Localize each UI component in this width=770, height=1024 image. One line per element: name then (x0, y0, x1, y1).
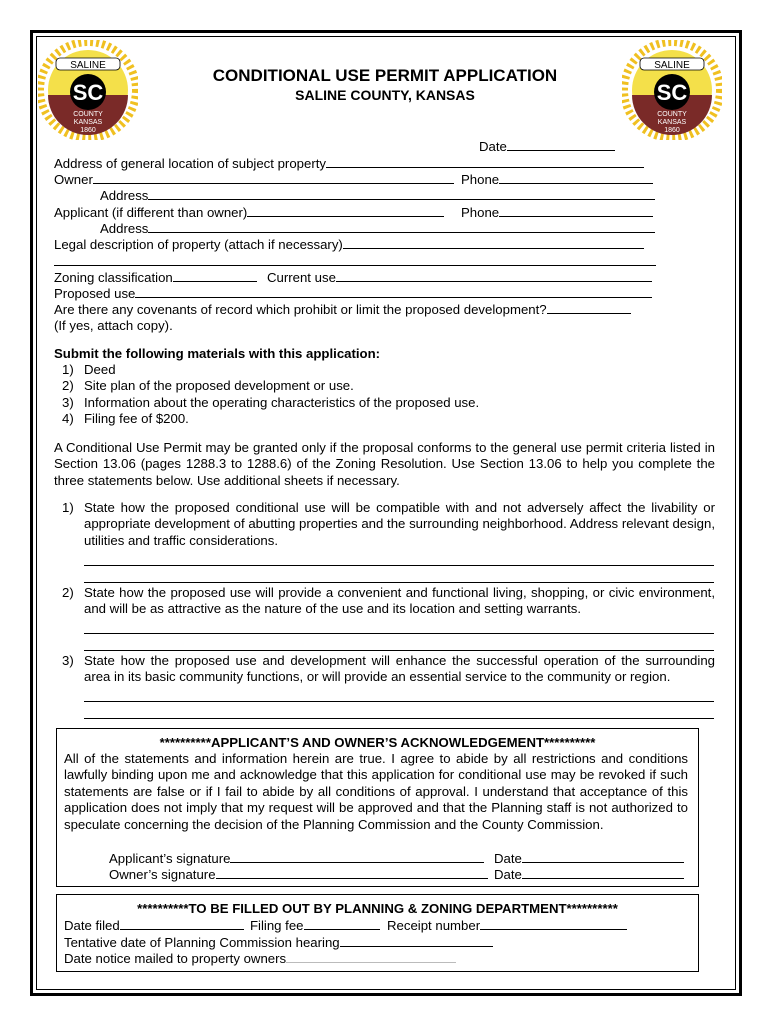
covenants-label: Are there any covenants of record which prohibit or limit the proposed development? (54, 302, 547, 317)
intro-paragraph: A Conditional Use Permit may be granted only if the proposal conforms to the general use permit criteria listed in Section 13.06 (pages 1288.3 to 1288.6) of the Zoning Resolution. Use Section 13.06 to help you complete the three statements below. Use additional sheets if necessary. (54, 440, 715, 488)
hearing-date-line[interactable] (340, 934, 493, 947)
applicant-address-line[interactable] (148, 220, 655, 233)
statement-1-text: State how the proposed conditional use will be compatible with and not adversely affect the livability or appropriate development of abutting properties and the surrounding neighborhood. Address relevant design, utilities and traffic considerations. (84, 500, 715, 548)
owner-signature-field[interactable] (109, 866, 488, 883)
filing-fee-label: Filing fee (250, 918, 304, 933)
applicant-phone-field[interactable] (461, 204, 653, 221)
applicant-signature-date-line[interactable] (522, 850, 684, 863)
owner-phone-label: Phone (461, 172, 500, 187)
address-location-field[interactable] (54, 155, 644, 172)
applicant-line[interactable] (247, 204, 444, 217)
owner-field[interactable] (54, 171, 454, 188)
address-location-line[interactable] (326, 155, 644, 168)
applicant-label: Applicant (if different than owner) (54, 205, 248, 220)
seal-initials: SC (72, 80, 104, 105)
list-number: 4) (62, 411, 74, 426)
statement-3-answer-line[interactable] (84, 701, 714, 702)
seal-bottom-line2: KANSAS (657, 119, 687, 126)
form-subtitle: SALINE COUNTY, KANSAS (295, 87, 475, 103)
legal-description-line-2[interactable] (54, 265, 656, 266)
list-item (62, 362, 116, 378)
current-use-label: Current use (267, 270, 336, 285)
seal-top-text: SALINE (70, 60, 106, 71)
hearing-date-field[interactable] (64, 934, 493, 951)
acknowledgement-body: All of the statements and information herein are true. I agree to abide by all restrictions and conditions lawfully binding upon me and acknowledge that this application for conditional use may be revoked if such statements are false or if I fail to abide by all conditions of approval. I understand that acceptance of this application does not imply that my request will be approved and that the Planning staff is not authorized to speculate concerning the decision of the Planning Commission and the County Commission. (64, 751, 688, 832)
proposed-use-field[interactable] (54, 285, 652, 302)
current-use-field[interactable] (267, 269, 652, 286)
date-filed-label: Date filed (64, 918, 120, 933)
legal-description-field[interactable] (54, 236, 644, 253)
legal-description-label: Legal description of property (attach if necessary) (54, 237, 343, 252)
legal-description-line[interactable] (343, 236, 644, 249)
date-filed-field[interactable] (64, 917, 244, 934)
owner-line[interactable] (93, 171, 454, 184)
date-line[interactable] (507, 138, 615, 151)
list-item (62, 395, 479, 411)
list-text: Site plan of the proposed development or use. (84, 378, 354, 393)
zoning-classification-line[interactable] (173, 269, 257, 282)
applicant-field[interactable] (54, 204, 444, 221)
seal-top-text: SALINE (654, 60, 690, 71)
owner-label: Owner (54, 172, 93, 187)
list-text: Filing fee of $200. (84, 411, 189, 426)
owner-address-label: Address (100, 188, 149, 203)
statement-2-answer-line[interactable] (84, 650, 714, 651)
applicant-signature-label: Applicant’s signature (109, 851, 231, 866)
seal-year: 1860 (664, 127, 680, 134)
current-use-line[interactable] (336, 269, 652, 282)
notice-mailed-line[interactable] (286, 950, 456, 963)
materials-heading: Submit the following materials with this application: (54, 346, 381, 361)
applicant-address-label: Address (100, 221, 149, 236)
address-location-label: Address of general location of subject property (54, 156, 326, 171)
statement-1-number: 1) (62, 500, 74, 515)
filing-fee-field[interactable] (250, 917, 380, 934)
statement-2-text: State how the proposed use will provide a convenient and functional living, shopping, or civic environment, and will be as attractive as the nature of the use and its location and setting warrants. (84, 585, 715, 617)
statement-3-text: State how the proposed use and development will enhance the successful operation of the surrounding area in its basic community functions, or will provide an essential service to the community or region. (84, 653, 715, 685)
statement-1-answer-line[interactable] (84, 582, 714, 583)
list-number: 3) (62, 395, 74, 410)
notice-mailed-label: Date notice mailed to property owners (64, 951, 287, 966)
zoning-classification-field[interactable] (54, 269, 257, 286)
applicant-signature-date-field[interactable] (494, 850, 684, 867)
covenants-line[interactable] (547, 301, 631, 314)
list-text: Information about the operating characteristics of the proposed use. (84, 395, 480, 410)
owner-signature-date-label: Date (494, 867, 522, 882)
applicant-signature-line[interactable] (230, 850, 484, 863)
applicant-signature-date-label: Date (494, 851, 522, 866)
owner-signature-line[interactable] (216, 866, 488, 879)
proposed-use-line[interactable] (135, 285, 652, 298)
list-text: Deed (84, 362, 116, 377)
acknowledgement-heading: **********APPLICANT’S AND OWNER’S ACKNOWLEDGEMENT********** (159, 735, 596, 750)
list-number: 2) (62, 378, 74, 393)
date-field[interactable] (479, 138, 615, 155)
owner-signature-date-line[interactable] (522, 866, 684, 879)
zoning-classification-label: Zoning classification (54, 270, 173, 285)
hearing-date-label: Tentative date of Planning Commission hearing (64, 935, 340, 950)
notice-mailed-field[interactable] (64, 950, 456, 967)
seal-year: 1860 (80, 127, 96, 134)
form-title: CONDITIONAL USE PERMIT APPLICATION (212, 66, 558, 85)
seal-bottom-line1: COUNTY (657, 111, 687, 118)
receipt-number-field[interactable] (387, 917, 627, 934)
owner-address-line[interactable] (148, 187, 655, 200)
applicant-phone-line[interactable] (499, 204, 653, 217)
statement-2-answer-line[interactable] (84, 633, 714, 634)
receipt-number-line[interactable] (480, 917, 627, 930)
list-item (62, 411, 189, 427)
date-label: Date (479, 139, 507, 154)
statement-1-answer-line[interactable] (84, 565, 714, 566)
list-item (62, 378, 354, 394)
seal-bottom-line1: COUNTY (73, 111, 103, 118)
seal-initials: SC (656, 80, 688, 105)
proposed-use-label: Proposed use (54, 286, 136, 301)
filing-fee-line[interactable] (304, 917, 380, 930)
applicant-signature-field[interactable] (109, 850, 484, 867)
owner-signature-date-field[interactable] (494, 866, 684, 883)
owner-signature-label: Owner’s signature (109, 867, 216, 882)
statement-2-number: 2) (62, 585, 74, 600)
receipt-number-label: Receipt number (387, 918, 481, 933)
covenants-note: (If yes, attach copy). (54, 318, 173, 333)
applicant-address-field[interactable] (100, 220, 655, 237)
statement-3-number: 3) (62, 653, 74, 668)
list-number: 1) (62, 362, 74, 377)
covenants-field[interactable] (54, 301, 631, 318)
statement-3-answer-line[interactable] (84, 718, 714, 719)
applicant-phone-label: Phone (461, 205, 500, 220)
date-filed-line[interactable] (120, 917, 244, 930)
office-use-heading: **********TO BE FILLED OUT BY PLANNING & ZONING DEPARTMENT********** (137, 901, 618, 916)
seal-bottom-line2: KANSAS (73, 119, 103, 126)
owner-phone-line[interactable] (499, 171, 653, 184)
owner-address-field[interactable] (100, 187, 655, 204)
owner-phone-field[interactable] (461, 171, 653, 188)
